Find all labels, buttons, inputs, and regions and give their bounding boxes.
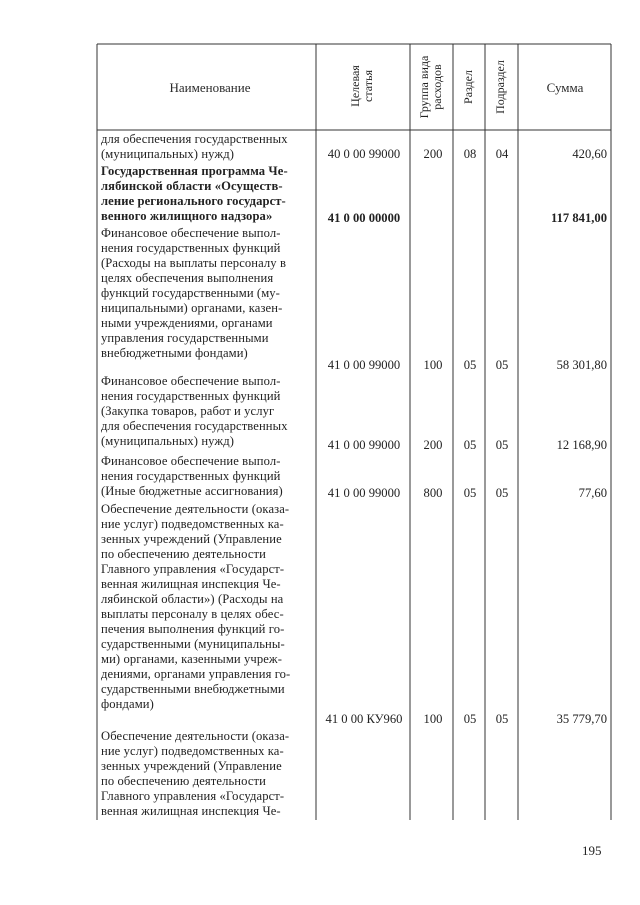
- row-0-group: 200: [423, 147, 443, 161]
- row-0-subsection: 04: [495, 147, 509, 161]
- row-5-subsection: 05: [495, 712, 509, 726]
- row-3-subsection: 05: [495, 438, 509, 452]
- row-0-name: для обеспечения государственных (муниципальных) нужд): [101, 132, 288, 161]
- row-5-name: Обеспечение деятельности (оказа- ние услуг) подведомственных ка- зенных учреждений (Управление по обеспечению деятельности Главного управления «Государст- венная жилищная инспекция Че- лябинской области») (Расходы на выплаты персоналу в целях обес- печения выполнения функций го- сударственными (муниципальны- ми) органами, казенными учреж- дениями, органами управления го- сударственными внебюджетными фондами): [101, 502, 291, 711]
- row-4-name: Финансовое обеспечение выпол- нения государственных функций (Иные бюджетные ассигнования): [101, 454, 283, 498]
- row-4-target: 41 0 00 99000: [327, 486, 401, 500]
- row-4-subsection: 05: [495, 486, 509, 500]
- row-3-section: 05: [463, 438, 477, 452]
- row-2-subsection: 05: [495, 358, 509, 372]
- row-3-sum: 12 168,90: [556, 438, 607, 452]
- row-1-target: 41 0 00 00000: [327, 211, 401, 225]
- row-3-group: 200: [423, 438, 443, 452]
- row-2-sum: 58 301,80: [556, 358, 607, 372]
- header-section: Раздел: [461, 70, 475, 104]
- row-2-group: 100: [423, 358, 443, 372]
- row-5-sum: 35 779,70: [556, 712, 607, 726]
- row-0-section: 08: [463, 147, 477, 161]
- row-0-target: 40 0 00 99000: [327, 147, 401, 161]
- row-2-section: 05: [463, 358, 477, 372]
- header-target-article: Целевая статья: [348, 65, 375, 107]
- header-subsection: Подраздел: [493, 60, 507, 114]
- row-5-target: 41 0 00 КУ960: [325, 712, 403, 726]
- row-3-name: Финансовое обеспечение выпол- нения государственных функций (Закупка товаров, работ и услуг для обеспечения государственных (муниципальных) нужд): [101, 374, 288, 448]
- row-4-group: 800: [423, 486, 443, 500]
- header-expense-group: Группа вида расходов: [417, 55, 444, 119]
- row-4-section: 05: [463, 486, 477, 500]
- row-5-section: 05: [463, 712, 477, 726]
- row-1-sum: 117 841,00: [551, 211, 607, 225]
- page-number: 195: [582, 843, 602, 858]
- header-name: Наименование: [169, 80, 251, 95]
- row-0-sum: 420,60: [572, 147, 607, 161]
- row-5-group: 100: [423, 712, 443, 726]
- row-2-name: Финансовое обеспечение выпол- нения государственных функций (Расходы на выплаты персоналу в целях обеспечения выполнения функций государственными (му- ниципальными) органами, казен- ными учреждениями, органами управления государственными внебюджетными фондами): [101, 226, 286, 360]
- header-sum: Сумма: [546, 80, 584, 95]
- row-3-target: 41 0 00 99000: [327, 438, 401, 452]
- row-2-target: 41 0 00 99000: [327, 358, 401, 372]
- row-4-sum: 77,60: [578, 486, 607, 500]
- row-6-name: Обеспечение деятельности (оказа- ние услуг) подведомственных ка- зенных учреждений (Управление по обеспечению деятельности Главного управления «Государст- венная жилищная инспекция Че-: [101, 729, 290, 818]
- row-1-name: Государственная программа Че- лябинской области «Осуществ- ление регионального государст- венного жилищного надзора»: [101, 164, 288, 223]
